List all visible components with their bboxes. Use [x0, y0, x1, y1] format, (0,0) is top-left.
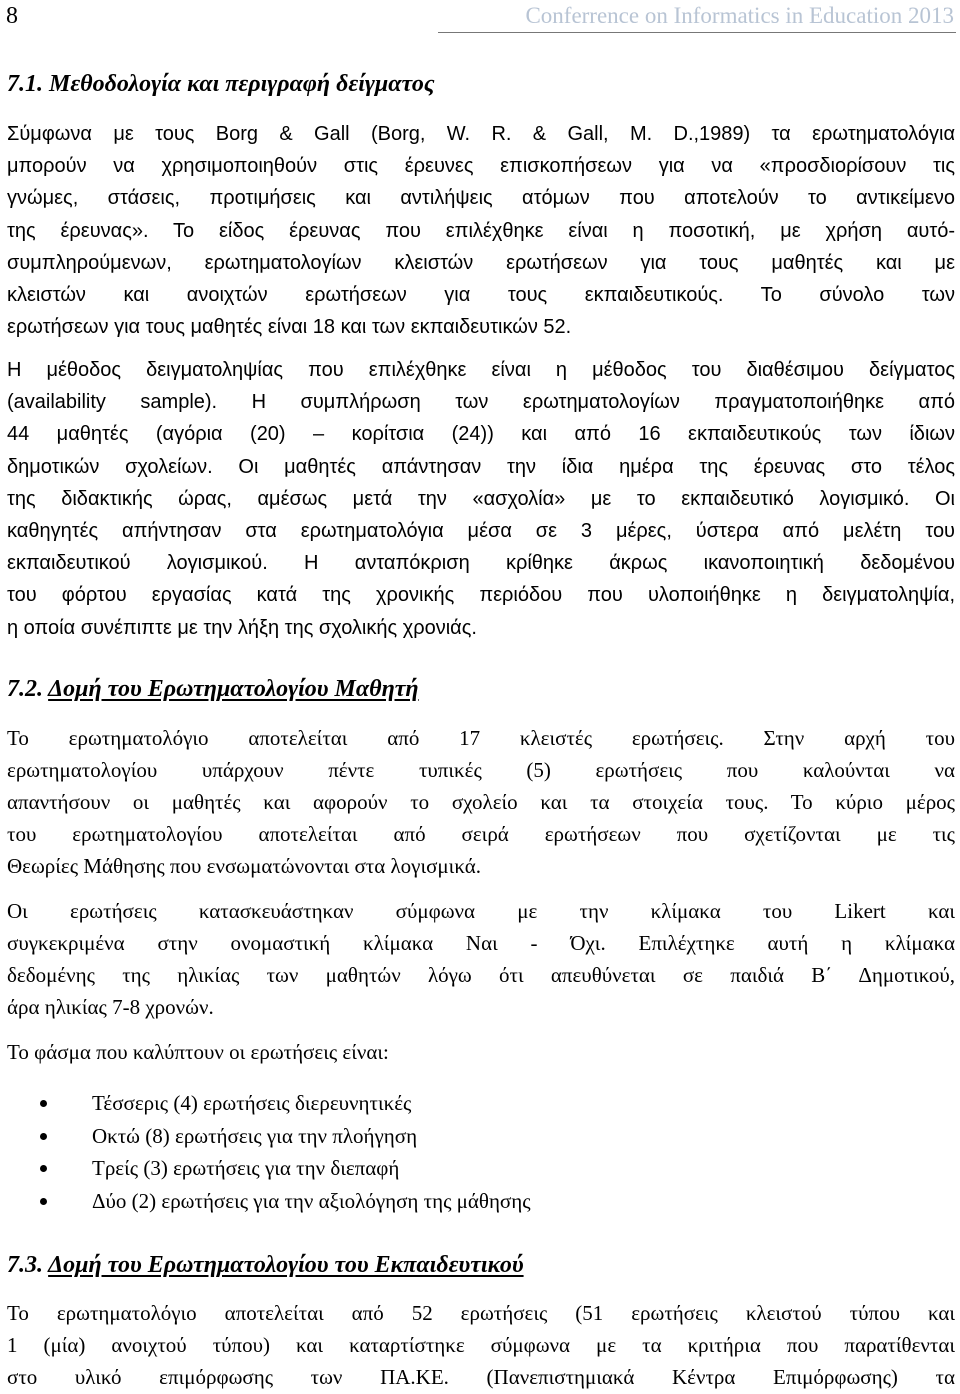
section-number: 7.3.: [7, 1252, 43, 1278]
text-line: Το ερωτηματολόγιο αποτελείται από 17 κλειστές ερωτήσεις. Στην αρχή του: [7, 726, 955, 750]
text-line: συγκεκριμένα στην ονομαστική κλίμακα Ναι - Όχι. Επιλέχτηκε αυτή η κλίμακα: [7, 931, 955, 955]
text-line: ερωτήσεων για τους μαθητές είναι 18 και των εκπαιδευτικών 52.: [7, 316, 572, 339]
paragraph-question-range: [7, 1036, 955, 1068]
section-number: 7.1.: [7, 71, 43, 97]
text-line: (availability sample). Η συμπλήρωση των ερωτηματολογίων πραγματοποιήθηκε από: [7, 391, 955, 414]
text-line: του φόρτου εργασίας κατά της χρονικής περιόδου που υλοποιήθηκε η δειγματοληψία,: [7, 584, 955, 607]
paragraph-student-questionnaire: [7, 722, 955, 882]
text-line: η οποία συνέπιπτε με την λήξη της σχολικής χρονιάς.: [7, 616, 477, 639]
text-line: συμπληρούμενων, ερωτηματολογίων κλειστών ερωτήσεων για τους μαθητές και με: [7, 251, 955, 274]
text-line: Οι ερωτήσεις κατασκευάστηκαν σύμφωνα με την κλίμακα του Likert και: [7, 899, 955, 923]
text-line: μπορούν να χρησιμοποιηθούν στις έρευνες επισκοπήσεων για να «προσδιορίσουν τις: [7, 155, 955, 178]
section-heading-7-1: [7, 68, 435, 100]
question-category-list: [40, 1087, 531, 1217]
paragraph-methodology: [7, 118, 955, 343]
text-line: καθηγητές απήντησαν στα ερωτηματολόγια μέσα σε 3 μέρες, ύστερα από μελέτη του: [7, 520, 955, 543]
paragraph-likert: [7, 895, 955, 1023]
text-line: της διδακτικής ώρας, αμέσως μετά την «ασχολία» με το εκπαιδευτικό λογισμικό. Οι: [7, 487, 955, 510]
text-line: στο υλικό επιμόρφωσης των ΠΑ.ΚΕ. (Πανεπιστημιακά Κέντρα Επιμόρφωσης) τα: [7, 1365, 955, 1389]
list-item: Δύο (2) ερωτήσεις για την αξιολόγηση της μάθησης: [40, 1185, 531, 1218]
section-title: Δομή του Ερωτηματολογίου του Εκπαιδευτικού: [48, 1252, 524, 1278]
text-line: απαντήσουν οι μαθητές και αφορούν το σχολείο και τα στοιχεία τους. Το κύριο μέρος: [7, 790, 955, 814]
section-number: 7.2.: [7, 676, 43, 702]
paragraph-sampling: [7, 354, 955, 644]
text-line: 1 (μία) ανοιχτού τύπου) και καταρτίστηκε σύμφωνα με τα κριτήρια που παρατίθενται: [7, 1333, 955, 1357]
conference-title: Conferrence on Informatics in Education 2013: [525, 3, 954, 28]
section-title: Δομή του Ερωτηματολογίου Μαθητή: [48, 676, 419, 702]
text-line: 44 μαθητές (αγόρια (20) – κορίτσια (24)) και από 16 εκπαιδευτικούς των ίδιων: [7, 423, 955, 446]
list-item: Οκτώ (8) ερωτήσεις για την πλοήγηση: [40, 1120, 531, 1153]
list-item: Τρείς (3) ερωτήσεις για την διεπαφή: [40, 1152, 531, 1185]
text-line: Το ερωτηματολόγιο αποτελείται από 52 ερωτήσεις (51 ερωτήσεις κλειστού τύπου και: [7, 1301, 955, 1325]
text-line: Το φάσμα που καλύπτουν οι ερωτήσεις είναι:: [7, 1040, 389, 1064]
section-heading-7-3: [7, 1249, 524, 1281]
text-line: ερωτηματολογίου υπάρχουν πέντε τυπικές (5) ερωτήσεις που καλούνται να: [7, 758, 955, 782]
page-header: [0, 0, 960, 32]
header-divider: [438, 32, 956, 33]
text-line: δεδομένης της ηλικίας των μαθητών λόγω ότι απευθύνεται σε παιδιά Β΄ Δημοτικού,: [7, 963, 955, 987]
text-line: εκπαιδευτικού λογισμικού. Η ανταπόκριση κρίθηκε άκρως ικανοποιητική δεδομένου: [7, 552, 955, 575]
text-line: Η μέθοδος δειγματοληψίας που επιλέχθηκε είναι η μέθοδος του διαθέσιμου δείγματος: [7, 359, 955, 381]
section-title: Μεθοδολογία και περιγραφή δείγματος: [49, 71, 435, 97]
text-line: άρα ηλικίας 7-8 χρονών.: [7, 995, 214, 1019]
paragraph-teacher-questionnaire: [7, 1297, 955, 1393]
text-line: κλειστών και ανοιχτών ερωτήσεων για τους εκπαιδευτικούς. Το σύνολο των: [7, 284, 955, 307]
text-line: γνώμες, στάσεις, προτιμήσεις και αντιλήψεις ατόμων που αποτελούν το αντικείμενο: [7, 187, 955, 210]
text-line: Σύμφωνα με τους Borg & Gall (Borg, W. R. & Gall, M. D.,1989) τα ερωτηματολόγια: [7, 123, 955, 145]
text-line: της έρευνας». Το είδος έρευνας που επιλέχθηκε είναι η ποσοτική, με χρήση αυτό-: [7, 219, 955, 242]
text-line: δημοτικών σχολείων. Οι μαθητές απάντησαν την ίδια ημέρα της έρευνας στο τέλος: [7, 455, 955, 478]
page-number: 8: [6, 3, 18, 29]
section-heading-7-2: [7, 673, 419, 705]
text-line: του ερωτηματολογίου αποτελείται από σειρά ερωτήσεων που σχετίζονται με τις: [7, 822, 955, 846]
text-line: Θεωρίες Μάθησης που ενσωματώνονται στα λογισμικά.: [7, 854, 481, 878]
list-item: Τέσσερις (4) ερωτήσεις διερευνητικές: [40, 1087, 531, 1120]
